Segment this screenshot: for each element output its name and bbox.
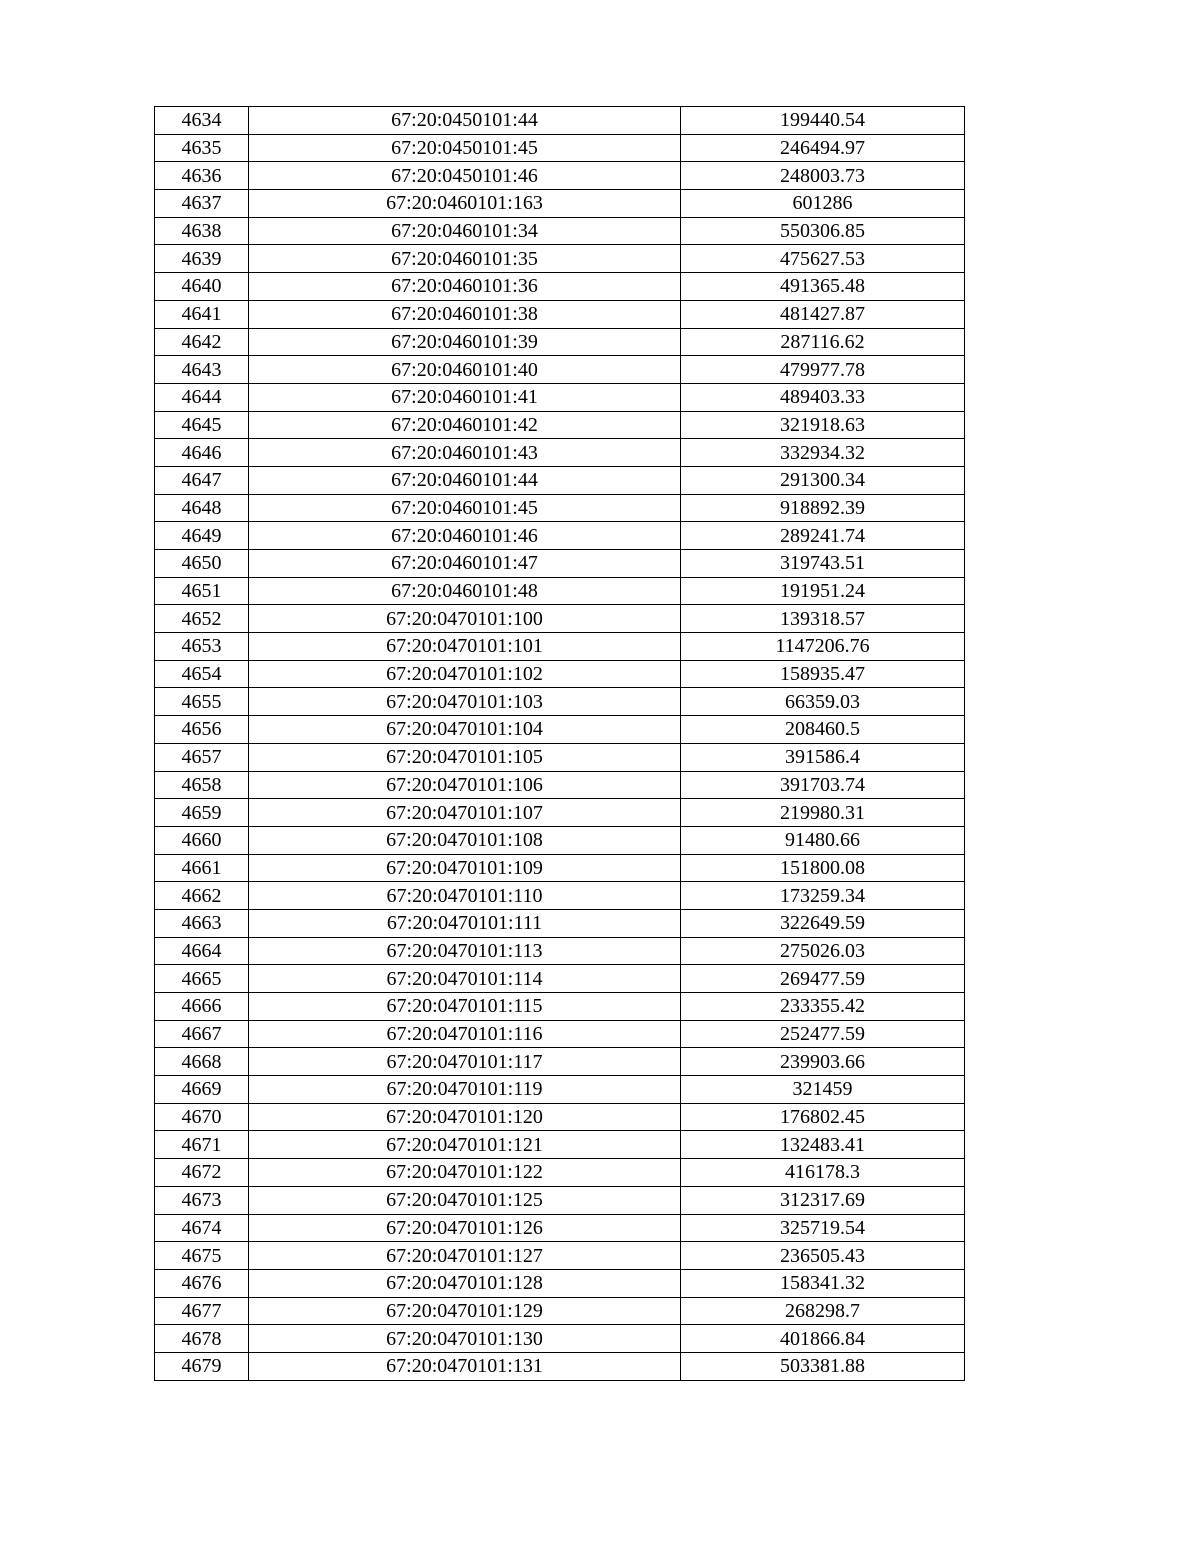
cadastral-number-cell: 67:20:0470101:105 bbox=[249, 743, 681, 771]
cadastral-number-cell: 67:20:0460101:40 bbox=[249, 356, 681, 384]
cadastral-number-cell: 67:20:0460101:48 bbox=[249, 577, 681, 605]
cadastral-number-cell: 67:20:0450101:44 bbox=[249, 107, 681, 135]
table-row bbox=[155, 882, 965, 910]
cadastral-number-cell: 67:20:0470101:108 bbox=[249, 826, 681, 854]
table-row bbox=[155, 107, 965, 135]
table-row bbox=[155, 356, 965, 384]
table-row bbox=[155, 716, 965, 744]
value-cell: 491365.48 bbox=[681, 273, 965, 301]
value-cell: 176802.45 bbox=[681, 1103, 965, 1131]
row-number-cell: 4676 bbox=[155, 1269, 249, 1297]
table-row bbox=[155, 411, 965, 439]
value-cell: 481427.87 bbox=[681, 300, 965, 328]
row-number-cell: 4647 bbox=[155, 466, 249, 494]
value-cell: 199440.54 bbox=[681, 107, 965, 135]
row-number-cell: 4670 bbox=[155, 1103, 249, 1131]
cadastral-number-cell: 67:20:0470101:131 bbox=[249, 1352, 681, 1380]
table-row bbox=[155, 1076, 965, 1104]
cadastral-number-cell: 67:20:0470101:120 bbox=[249, 1103, 681, 1131]
table-row bbox=[155, 162, 965, 190]
table-row bbox=[155, 245, 965, 273]
cadastral-number-cell: 67:20:0460101:163 bbox=[249, 190, 681, 218]
row-number-cell: 4645 bbox=[155, 411, 249, 439]
cadastral-number-cell: 67:20:0470101:119 bbox=[249, 1076, 681, 1104]
table-row bbox=[155, 909, 965, 937]
value-cell: 550306.85 bbox=[681, 217, 965, 245]
value-cell: 158341.32 bbox=[681, 1269, 965, 1297]
row-number-cell: 4644 bbox=[155, 383, 249, 411]
value-cell: 275026.03 bbox=[681, 937, 965, 965]
row-number-cell: 4669 bbox=[155, 1076, 249, 1104]
row-number-cell: 4646 bbox=[155, 439, 249, 467]
cadastral-number-cell: 67:20:0450101:46 bbox=[249, 162, 681, 190]
table-row bbox=[155, 1352, 965, 1380]
table-row bbox=[155, 190, 965, 218]
row-number-cell: 4640 bbox=[155, 273, 249, 301]
table-row bbox=[155, 1325, 965, 1353]
cadastral-number-cell: 67:20:0460101:44 bbox=[249, 466, 681, 494]
row-number-cell: 4675 bbox=[155, 1242, 249, 1270]
cadastral-number-cell: 67:20:0470101:107 bbox=[249, 799, 681, 827]
row-number-cell: 4665 bbox=[155, 965, 249, 993]
cadastral-number-cell: 67:20:0470101:126 bbox=[249, 1214, 681, 1242]
row-number-cell: 4650 bbox=[155, 550, 249, 578]
value-cell: 91480.66 bbox=[681, 826, 965, 854]
value-cell: 325719.54 bbox=[681, 1214, 965, 1242]
value-cell: 312317.69 bbox=[681, 1186, 965, 1214]
table-row bbox=[155, 633, 965, 661]
cadastral-number-cell: 67:20:0470101:100 bbox=[249, 605, 681, 633]
row-number-cell: 4654 bbox=[155, 660, 249, 688]
row-number-cell: 4667 bbox=[155, 1020, 249, 1048]
cadastral-number-cell: 67:20:0470101:110 bbox=[249, 882, 681, 910]
value-cell: 322649.59 bbox=[681, 909, 965, 937]
cadastral-number-cell: 67:20:0470101:101 bbox=[249, 633, 681, 661]
row-number-cell: 4659 bbox=[155, 799, 249, 827]
row-number-cell: 4651 bbox=[155, 577, 249, 605]
value-cell: 319743.51 bbox=[681, 550, 965, 578]
row-number-cell: 4663 bbox=[155, 909, 249, 937]
cadastral-number-cell: 67:20:0460101:34 bbox=[249, 217, 681, 245]
table-row bbox=[155, 383, 965, 411]
value-cell: 503381.88 bbox=[681, 1352, 965, 1380]
row-number-cell: 4677 bbox=[155, 1297, 249, 1325]
cadastral-number-cell: 67:20:0460101:45 bbox=[249, 494, 681, 522]
table-row bbox=[155, 1020, 965, 1048]
row-number-cell: 4639 bbox=[155, 245, 249, 273]
value-cell: 291300.34 bbox=[681, 466, 965, 494]
row-number-cell: 4635 bbox=[155, 134, 249, 162]
row-number-cell: 4653 bbox=[155, 633, 249, 661]
row-number-cell: 4678 bbox=[155, 1325, 249, 1353]
row-number-cell: 4668 bbox=[155, 1048, 249, 1076]
cadastral-number-cell: 67:20:0470101:114 bbox=[249, 965, 681, 993]
table-row bbox=[155, 300, 965, 328]
value-cell: 233355.42 bbox=[681, 993, 965, 1021]
table-row bbox=[155, 688, 965, 716]
cadastral-number-cell: 67:20:0460101:42 bbox=[249, 411, 681, 439]
table-row bbox=[155, 1186, 965, 1214]
value-cell: 269477.59 bbox=[681, 965, 965, 993]
row-number-cell: 4671 bbox=[155, 1131, 249, 1159]
row-number-cell: 4672 bbox=[155, 1159, 249, 1187]
cadastral-number-cell: 67:20:0470101:129 bbox=[249, 1297, 681, 1325]
row-number-cell: 4652 bbox=[155, 605, 249, 633]
row-number-cell: 4648 bbox=[155, 494, 249, 522]
cadastral-number-cell: 67:20:0470101:113 bbox=[249, 937, 681, 965]
table-row bbox=[155, 1214, 965, 1242]
cadastral-value-table bbox=[154, 106, 965, 1381]
value-cell: 918892.39 bbox=[681, 494, 965, 522]
value-cell: 252477.59 bbox=[681, 1020, 965, 1048]
cadastral-number-cell: 67:20:0470101:121 bbox=[249, 1131, 681, 1159]
cadastral-number-cell: 67:20:0470101:122 bbox=[249, 1159, 681, 1187]
value-cell: 208460.5 bbox=[681, 716, 965, 744]
row-number-cell: 4649 bbox=[155, 522, 249, 550]
value-cell: 321459 bbox=[681, 1076, 965, 1104]
row-number-cell: 4641 bbox=[155, 300, 249, 328]
row-number-cell: 4673 bbox=[155, 1186, 249, 1214]
value-cell: 268298.7 bbox=[681, 1297, 965, 1325]
value-cell: 289241.74 bbox=[681, 522, 965, 550]
cadastral-number-cell: 67:20:0460101:39 bbox=[249, 328, 681, 356]
table-row bbox=[155, 965, 965, 993]
value-cell: 191951.24 bbox=[681, 577, 965, 605]
row-number-cell: 4637 bbox=[155, 190, 249, 218]
value-cell: 132483.41 bbox=[681, 1131, 965, 1159]
row-number-cell: 4655 bbox=[155, 688, 249, 716]
cadastral-number-cell: 67:20:0470101:104 bbox=[249, 716, 681, 744]
value-cell: 219980.31 bbox=[681, 799, 965, 827]
row-number-cell: 4642 bbox=[155, 328, 249, 356]
table-row bbox=[155, 1131, 965, 1159]
row-number-cell: 4666 bbox=[155, 993, 249, 1021]
value-cell: 321918.63 bbox=[681, 411, 965, 439]
table-row bbox=[155, 550, 965, 578]
cadastral-number-cell: 67:20:0470101:130 bbox=[249, 1325, 681, 1353]
cadastral-number-cell: 67:20:0470101:125 bbox=[249, 1186, 681, 1214]
cadastral-number-cell: 67:20:0470101:106 bbox=[249, 771, 681, 799]
cadastral-number-cell: 67:20:0460101:41 bbox=[249, 383, 681, 411]
value-cell: 158935.47 bbox=[681, 660, 965, 688]
cadastral-number-cell: 67:20:0460101:46 bbox=[249, 522, 681, 550]
cadastral-number-cell: 67:20:0470101:115 bbox=[249, 993, 681, 1021]
table-row bbox=[155, 771, 965, 799]
row-number-cell: 4658 bbox=[155, 771, 249, 799]
row-number-cell: 4674 bbox=[155, 1214, 249, 1242]
row-number-cell: 4664 bbox=[155, 937, 249, 965]
value-cell: 173259.34 bbox=[681, 882, 965, 910]
table-row bbox=[155, 993, 965, 1021]
table-row bbox=[155, 466, 965, 494]
table-row bbox=[155, 854, 965, 882]
value-cell: 601286 bbox=[681, 190, 965, 218]
table-body bbox=[155, 107, 965, 1381]
cadastral-number-cell: 67:20:0470101:102 bbox=[249, 660, 681, 688]
cadastral-number-cell: 67:20:0470101:128 bbox=[249, 1269, 681, 1297]
value-cell: 1147206.76 bbox=[681, 633, 965, 661]
table-row bbox=[155, 439, 965, 467]
value-cell: 475627.53 bbox=[681, 245, 965, 273]
row-number-cell: 4661 bbox=[155, 854, 249, 882]
cadastral-number-cell: 67:20:0470101:103 bbox=[249, 688, 681, 716]
value-cell: 287116.62 bbox=[681, 328, 965, 356]
value-cell: 246494.97 bbox=[681, 134, 965, 162]
value-cell: 479977.78 bbox=[681, 356, 965, 384]
table-row bbox=[155, 134, 965, 162]
cadastral-number-cell: 67:20:0470101:111 bbox=[249, 909, 681, 937]
table-row bbox=[155, 1297, 965, 1325]
value-cell: 239903.66 bbox=[681, 1048, 965, 1076]
table-row bbox=[155, 799, 965, 827]
value-cell: 401866.84 bbox=[681, 1325, 965, 1353]
cadastral-number-cell: 67:20:0450101:45 bbox=[249, 134, 681, 162]
table-row bbox=[155, 217, 965, 245]
row-number-cell: 4657 bbox=[155, 743, 249, 771]
value-cell: 332934.32 bbox=[681, 439, 965, 467]
table-row bbox=[155, 328, 965, 356]
row-number-cell: 4636 bbox=[155, 162, 249, 190]
table-row bbox=[155, 273, 965, 301]
table-row bbox=[155, 1103, 965, 1131]
cadastral-number-cell: 67:20:0460101:36 bbox=[249, 273, 681, 301]
row-number-cell: 4660 bbox=[155, 826, 249, 854]
cadastral-number-cell: 67:20:0470101:117 bbox=[249, 1048, 681, 1076]
value-cell: 248003.73 bbox=[681, 162, 965, 190]
table-row bbox=[155, 522, 965, 550]
cadastral-number-cell: 67:20:0460101:43 bbox=[249, 439, 681, 467]
value-cell: 66359.03 bbox=[681, 688, 965, 716]
cadastral-number-cell: 67:20:0470101:109 bbox=[249, 854, 681, 882]
cadastral-number-cell: 67:20:0470101:127 bbox=[249, 1242, 681, 1270]
row-number-cell: 4643 bbox=[155, 356, 249, 384]
table-row bbox=[155, 1048, 965, 1076]
value-cell: 391586.4 bbox=[681, 743, 965, 771]
row-number-cell: 4634 bbox=[155, 107, 249, 135]
row-number-cell: 4656 bbox=[155, 716, 249, 744]
table-row bbox=[155, 826, 965, 854]
value-cell: 151800.08 bbox=[681, 854, 965, 882]
value-cell: 139318.57 bbox=[681, 605, 965, 633]
table-row bbox=[155, 660, 965, 688]
cadastral-number-cell: 67:20:0470101:116 bbox=[249, 1020, 681, 1048]
value-cell: 391703.74 bbox=[681, 771, 965, 799]
table-row bbox=[155, 1269, 965, 1297]
table-row bbox=[155, 743, 965, 771]
row-number-cell: 4662 bbox=[155, 882, 249, 910]
cadastral-number-cell: 67:20:0460101:38 bbox=[249, 300, 681, 328]
value-cell: 236505.43 bbox=[681, 1242, 965, 1270]
row-number-cell: 4679 bbox=[155, 1352, 249, 1380]
table-row bbox=[155, 577, 965, 605]
cadastral-number-cell: 67:20:0460101:35 bbox=[249, 245, 681, 273]
row-number-cell: 4638 bbox=[155, 217, 249, 245]
value-cell: 489403.33 bbox=[681, 383, 965, 411]
table-row bbox=[155, 1159, 965, 1187]
table-row bbox=[155, 1242, 965, 1270]
table-row bbox=[155, 605, 965, 633]
value-cell: 416178.3 bbox=[681, 1159, 965, 1187]
table-row bbox=[155, 937, 965, 965]
cadastral-number-cell: 67:20:0460101:47 bbox=[249, 550, 681, 578]
table-row bbox=[155, 494, 965, 522]
